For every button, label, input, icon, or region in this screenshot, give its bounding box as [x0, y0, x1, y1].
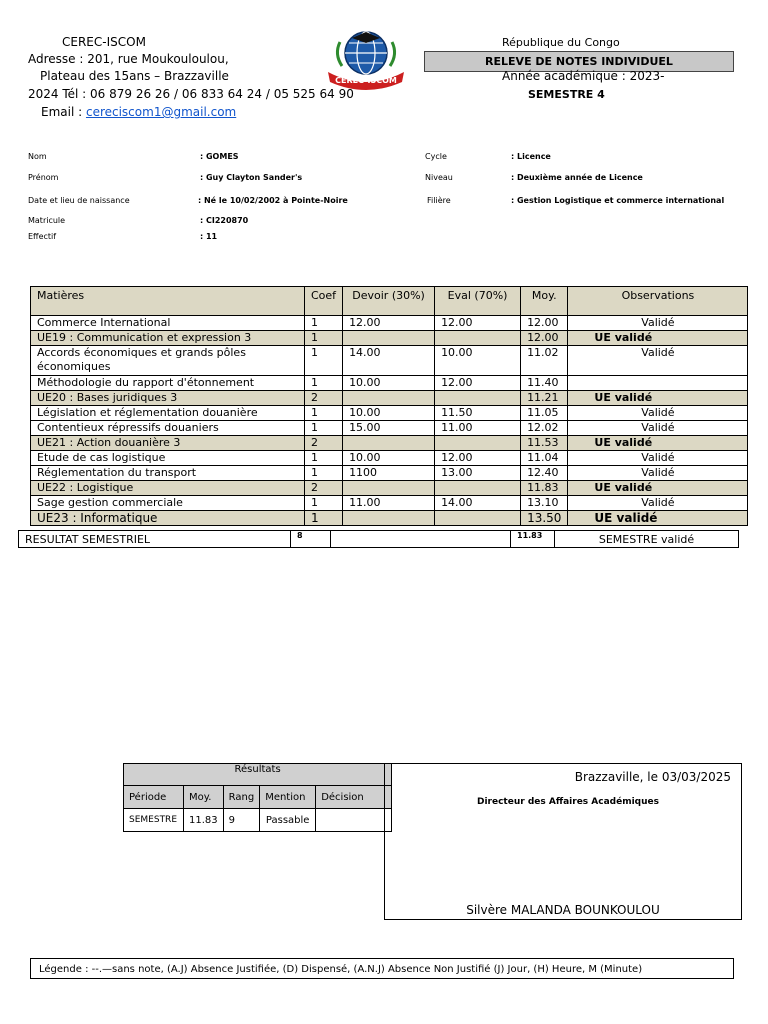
school-email-row — [41, 105, 236, 119]
niveau-label: Niveau — [425, 173, 453, 182]
prenom-label: Prénom — [28, 173, 59, 182]
director-name: Silvère MALANDA BOUNKOULOU — [466, 903, 660, 917]
logo-banner-text: CEREC-ISCOM — [335, 76, 397, 85]
col-header-coef: Coef — [305, 287, 343, 316]
eval: 11.50 — [435, 406, 521, 421]
email-link[interactable]: cereciscom1@gmail.com — [85, 105, 237, 119]
result-coef: 8 — [291, 531, 331, 548]
matricule-value: : CI220870 — [200, 216, 249, 225]
eval — [435, 436, 521, 451]
eval: 12.00 — [435, 376, 521, 391]
coef: 1 — [305, 451, 343, 466]
devoir: 10.00 — [343, 406, 435, 421]
moyenne: 11.40 — [521, 376, 568, 391]
legend-box — [30, 958, 734, 979]
observation: UE validé — [568, 436, 748, 451]
observation: Validé — [568, 496, 748, 511]
eval: 14.00 — [435, 496, 521, 511]
col-header-devoir: Devoir (30%) — [343, 287, 435, 316]
coef: 2 — [305, 391, 343, 406]
subject: UE22 : Logistique — [31, 481, 305, 496]
naissance-label: Date et lieu de naissance — [28, 196, 130, 205]
result-moy: 11.83 — [511, 531, 555, 548]
eval — [435, 511, 521, 526]
eval: 12.00 — [435, 316, 521, 331]
devoir — [343, 436, 435, 451]
subject: Sage gestion commerciale — [31, 496, 305, 511]
observation: Validé — [568, 346, 748, 376]
subject: Accords économiques et grands pôles économiques — [31, 346, 305, 376]
eval: 12.00 — [435, 451, 521, 466]
legend-text: Légende : --.—sans note, (A.J) Absence Justifiée, (D) Dispensé, (A.N.J) Absence Non Justifié (J) Jour, (H) Heure, M (Minute) — [39, 964, 643, 975]
result-label: RESULTAT SEMESTRIEL — [19, 531, 291, 548]
devoir — [343, 331, 435, 346]
coef: 1 — [305, 496, 343, 511]
ue-row — [31, 391, 748, 406]
col-header-moy: Moy. — [521, 287, 568, 316]
observation: UE validé — [568, 481, 748, 496]
moyenne: 11.04 — [521, 451, 568, 466]
coef: 1 — [305, 421, 343, 436]
devoir — [343, 511, 435, 526]
moyenne: 13.50 — [521, 511, 568, 526]
school-phone: 2024 Tél : 06 879 26 26 / 06 833 64 24 / 05 525 64 90 — [28, 87, 354, 101]
summary-header-moy: Moy. — [184, 786, 224, 809]
semester-result-table — [18, 530, 739, 548]
subject: UE19 : Communication et expression 3 — [31, 331, 305, 346]
subject: Réglementation du transport — [31, 466, 305, 481]
observation: Validé — [568, 316, 748, 331]
moyenne: 12.00 — [521, 331, 568, 346]
devoir: 1100 — [343, 466, 435, 481]
observation: Validé — [568, 466, 748, 481]
coef: 1 — [305, 406, 343, 421]
coef: 2 — [305, 481, 343, 496]
grade-row — [31, 466, 748, 481]
nom-value: : GOMES — [200, 152, 239, 161]
grade-row — [31, 451, 748, 466]
summary-header-decision: Décision — [316, 786, 392, 809]
coef: 1 — [305, 376, 343, 391]
ue-row — [31, 331, 748, 346]
grade-row — [31, 421, 748, 436]
filiere-label: Filière — [427, 196, 451, 205]
devoir: 11.00 — [343, 496, 435, 511]
observation: Validé — [568, 406, 748, 421]
summary-decision — [316, 809, 392, 832]
grade-row — [31, 346, 748, 376]
subject: Etude de cas logistique — [31, 451, 305, 466]
summary-title: Résultats — [124, 764, 392, 786]
coef: 1 — [305, 346, 343, 376]
email-label: Email : — [41, 105, 86, 119]
grade-row — [31, 376, 748, 391]
devoir: 12.00 — [343, 316, 435, 331]
moyenne: 11.53 — [521, 436, 568, 451]
director-role: Directeur des Affaires Académiques — [477, 797, 659, 807]
summary-mention: Passable — [260, 809, 316, 832]
subject: Contentieux répressifs douaniers — [31, 421, 305, 436]
observation: Validé — [568, 421, 748, 436]
eval — [435, 331, 521, 346]
eval: 13.00 — [435, 466, 521, 481]
summary-rang: 9 — [223, 809, 260, 832]
moyenne: 12.02 — [521, 421, 568, 436]
summary-header-mention: Mention — [260, 786, 316, 809]
observation — [568, 376, 748, 391]
eval: 10.00 — [435, 346, 521, 376]
col-header-observations: Observations — [568, 287, 748, 316]
ue-row — [31, 436, 748, 451]
effectif-value: : 11 — [200, 232, 218, 241]
nom-label: Nom — [28, 152, 47, 161]
coef: 1 — [305, 316, 343, 331]
school-address-line2: Plateau des 15ans – Brazzaville — [40, 69, 229, 83]
globe-logo-icon — [322, 28, 410, 90]
moyenne: 12.40 — [521, 466, 568, 481]
col-header-eval: Eval (70%) — [435, 287, 521, 316]
eval: 11.00 — [435, 421, 521, 436]
school-name: CEREC-ISCOM — [62, 35, 146, 49]
signature-box — [384, 763, 742, 920]
devoir — [343, 391, 435, 406]
summary-moy: 11.83 — [184, 809, 224, 832]
moyenne: 13.10 — [521, 496, 568, 511]
document-title: RELEVE DE NOTES INDIVIDUEL — [424, 51, 734, 72]
result-empty — [331, 531, 511, 548]
academic-year: Année académique : 2023- — [502, 69, 665, 83]
devoir: 15.00 — [343, 421, 435, 436]
observation: UE validé — [568, 511, 748, 526]
grade-row — [31, 406, 748, 421]
grade-row — [31, 316, 748, 331]
niveau-value: : Deuxième année de Licence — [511, 173, 643, 182]
observation: Validé — [568, 451, 748, 466]
subject: UE21 : Action douanière 3 — [31, 436, 305, 451]
summary-header-periode: Période — [124, 786, 184, 809]
devoir: 10.00 — [343, 451, 435, 466]
effectif-label: Effectif — [28, 232, 57, 241]
subject: UE23 : Informatique — [31, 511, 305, 526]
results-summary-table — [123, 763, 392, 832]
moyenne: 12.00 — [521, 316, 568, 331]
devoir: 10.00 — [343, 376, 435, 391]
summary-periode: SEMESTRE — [124, 809, 184, 832]
observation: UE validé — [568, 391, 748, 406]
subject: Législation et réglementation douanière — [31, 406, 305, 421]
moyenne: 11.02 — [521, 346, 568, 376]
coef: 1 — [305, 511, 343, 526]
grades-header-row — [31, 287, 748, 316]
place-date: Brazzaville, le 03/03/2025 — [574, 770, 731, 784]
naissance-value: : Né le 10/02/2002 à Pointe-Noire — [198, 196, 348, 205]
country-name: République du Congo — [502, 36, 620, 49]
subject: Commerce International — [31, 316, 305, 331]
matricule-label: Matricule — [28, 216, 66, 225]
eval — [435, 391, 521, 406]
observation: UE validé — [568, 331, 748, 346]
semester-label: SEMESTRE 4 — [528, 88, 605, 101]
col-header-matieres: Matières — [31, 287, 305, 316]
school-logo — [322, 28, 410, 90]
coef: 2 — [305, 436, 343, 451]
school-address-line1: Adresse : 201, rue Moukouloulou, — [28, 52, 229, 66]
subject: Méthodologie du rapport d'étonnement — [31, 376, 305, 391]
summary-header-rang: Rang — [223, 786, 260, 809]
ue-row — [31, 481, 748, 496]
moyenne: 11.05 — [521, 406, 568, 421]
cycle-label: Cycle — [425, 152, 447, 161]
coef: 1 — [305, 466, 343, 481]
grade-row — [31, 496, 748, 511]
coef: 1 — [305, 331, 343, 346]
devoir: 14.00 — [343, 346, 435, 376]
eval — [435, 481, 521, 496]
ue-row — [31, 511, 748, 526]
grades-table — [30, 286, 748, 526]
prenom-value: : Guy Clayton Sander's — [200, 173, 303, 182]
cycle-value: : Licence — [511, 152, 551, 161]
result-status: SEMESTRE validé — [555, 531, 739, 548]
subject: UE20 : Bases juridiques 3 — [31, 391, 305, 406]
filiere-value: : Gestion Logistique et commerce international — [511, 196, 725, 205]
moyenne: 11.83 — [521, 481, 568, 496]
devoir — [343, 481, 435, 496]
moyenne: 11.21 — [521, 391, 568, 406]
